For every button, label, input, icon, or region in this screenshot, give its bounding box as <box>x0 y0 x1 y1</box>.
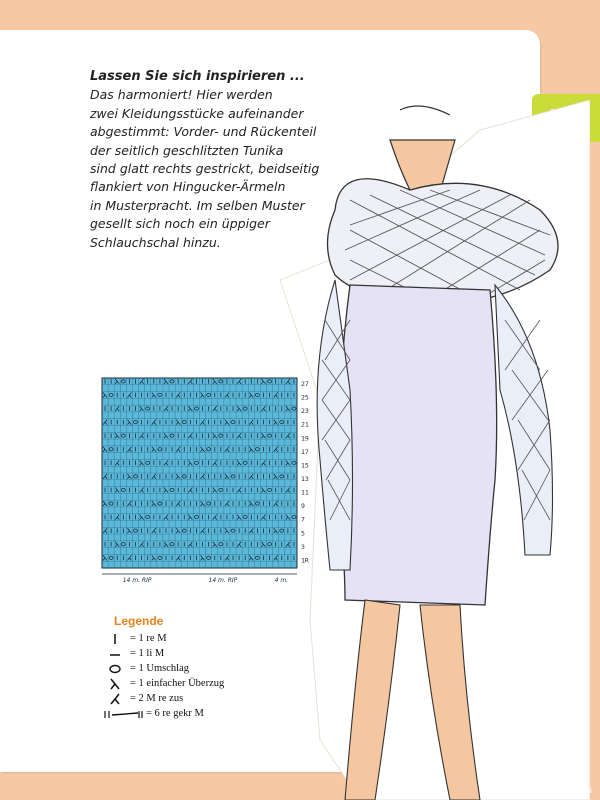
legend-item <box>100 646 330 661</box>
chart-repeat-label: 4 m. <box>274 577 289 584</box>
legend-text: = 1 li M <box>130 648 165 659</box>
yarn-over-symbol-icon <box>100 662 130 676</box>
chart-row-number: 27 <box>301 380 309 388</box>
intro-line: der seitlich geschlitzten Tunika <box>90 142 284 158</box>
chart-row-number: 3 <box>301 542 305 551</box>
chart-row-number: 11 <box>301 488 309 497</box>
chart-row-numbers <box>301 380 309 564</box>
intro-line: gesellt sich noch ein üppiger <box>90 216 270 232</box>
legend-item <box>100 676 330 691</box>
chart-row-number: 13 <box>301 475 309 483</box>
chart-repeat-label: 14 m. RIP <box>122 577 152 584</box>
chart-row-number: 7 <box>301 515 305 524</box>
chart-repeat-labels <box>102 574 297 584</box>
chart-repeat-label: 14 m. RIP <box>208 577 238 584</box>
legend-item <box>100 661 330 676</box>
intro-line: flankiert von Hingucker-Ärmeln <box>90 179 286 195</box>
purl-symbol-icon <box>100 647 130 661</box>
legend-title: Legende <box>114 614 164 628</box>
legend-text: = 1 re M <box>130 633 167 644</box>
intro-line: sind glatt rechts gestrickt, beidseitig <box>90 161 320 177</box>
intro-heading: Lassen Sie sich inspirieren ... <box>90 69 305 84</box>
watermark: PassionForum.ru <box>515 785 592 796</box>
legend-text: = 1 einfacher Überzug <box>130 678 225 689</box>
chart-row-number: 15 <box>301 461 309 470</box>
chart-row-number: 1R <box>301 556 309 565</box>
intro-line: in Musterpracht. Im selben Muster <box>90 197 305 213</box>
chart-row-number: 9 <box>301 502 305 511</box>
intro-line: Das harmoniert! Hier werden <box>90 87 273 103</box>
intro-line: abgestimmt: Vorder- und Rückenteil <box>90 124 317 140</box>
legend-text: = 6 re gekr M <box>146 708 204 719</box>
knitting-chart <box>92 370 322 595</box>
chart-row-number: 17 <box>301 447 309 456</box>
cable-6-symbol-icon <box>100 707 146 721</box>
legend <box>100 614 330 721</box>
chart-row-number: 23 <box>301 407 309 416</box>
intro-line: Schlauchschal hinzu. <box>90 234 221 250</box>
knit-symbol-icon <box>100 632 130 646</box>
chart-row-number: 5 <box>301 529 305 538</box>
chart-row-number: 25 <box>301 393 309 402</box>
chart-row-number: 19 <box>301 434 309 443</box>
intro-line: zwei Kleidungsstücke aufeinander <box>90 105 304 121</box>
legend-text: = 1 Umschlag <box>130 663 189 674</box>
chart-row-number: 21 <box>301 420 309 429</box>
legend-text: = 2 M re zus <box>130 693 184 704</box>
skp-symbol-icon <box>100 677 130 691</box>
legend-item <box>100 691 330 706</box>
legend-item <box>100 706 330 721</box>
legend-item <box>100 631 330 646</box>
k2tog-symbol-icon <box>100 692 130 706</box>
